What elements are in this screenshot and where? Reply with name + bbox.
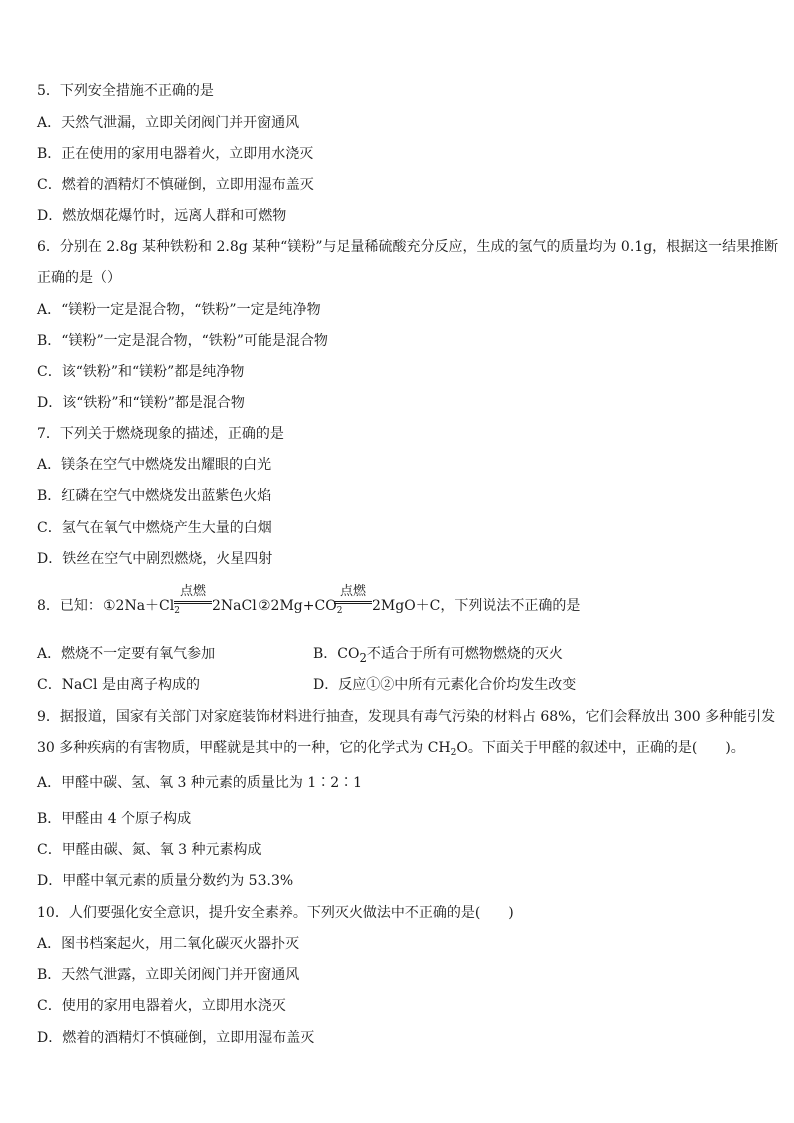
reaction-2-product: 2MgO＋C，下列说法不正确的是	[372, 598, 581, 614]
question-8-option-b: B．$CO_2$不适合于所有可燃物燃烧的灭火	[313, 646, 563, 665]
question-5-option-a: A．天然气泄漏，立即关闭阀门并开窗通风	[37, 115, 300, 131]
question-6-stem-line-2: 正确的是（）	[37, 270, 121, 286]
question-10-option-b: B．天然气泄露，立即关闭阀门并开窗通风	[37, 967, 300, 983]
question-8-stem-tail: ，下列说法不正确的是	[440, 598, 581, 614]
equals-sign	[334, 601, 372, 604]
question-9-option-a: A．甲醛中碳、氢、氧 3 种元素的质量比为 1∶2∶1	[37, 775, 363, 791]
question-10-option-a: A．图书档案起火，用二氧化碳灭火器扑灭	[37, 936, 300, 952]
question-10-option-d: D．燃着的酒精灯不慎碰倒，立即用湿布盖灭	[37, 1030, 315, 1046]
reaction-1-condition: 点燃	[179, 584, 206, 599]
question-6-option-b: B．“镁粉”一定是混合物，“铁粉”可能是混合物	[37, 333, 328, 349]
question-7-option-b: B．红磷在空气中燃烧发出蓝紫色火焰	[37, 488, 272, 504]
question-7-option-d: D．铁丝在空气中剧烈燃烧，火星四射	[37, 551, 273, 567]
reaction-2-arrow	[334, 584, 372, 604]
question-5-stem: 5．下列安全措施不正确的是	[37, 83, 214, 99]
question-6-option-c: C．该“铁粉”和“镁粉”都是纯净物	[37, 364, 245, 380]
question-10-option-c: C．使用的家用电器着火，立即用水浇灭	[37, 998, 286, 1014]
equals-sign	[174, 601, 212, 604]
question-9-option-d: D．甲醛中氧元素的质量分数约为 53.3%	[37, 873, 294, 889]
question-7-option-c: C．氢气在氧气中燃烧产生大量的白烟	[37, 520, 272, 536]
question-8-prefix: 8．已知：	[37, 598, 102, 614]
question-6-option-d: D．该“铁粉”和“镁粉”都是混合物	[37, 395, 245, 411]
reaction-1-reactants: $①2Na+Cl_2$	[103, 598, 180, 616]
question-6-stem-line-1: 6．分别在 2.8g 某种铁粉和 2.8g 某种“镁粉”与足量稀硫酸充分反应，生成的氢气的质量均为 0.1g，根据这一结果推断	[37, 239, 779, 255]
reaction-1-product: 2NaCl	[212, 598, 257, 614]
question-6-option-a: A．“镁粉一定是混合物，“铁粉”一定是纯净物	[37, 302, 321, 318]
question-8-option-d: D．反应①②中所有元素化合价均发生改变	[313, 677, 577, 693]
reaction-1-arrow	[174, 584, 212, 604]
question-5-option-c: C．燃着的酒精灯不慎碰倒，立即用湿布盖灭	[37, 177, 314, 193]
question-9-option-c: C．甲醛由碳、氮、氧 3 种元素构成	[37, 842, 262, 858]
question-7-stem: 7．下列关于燃烧现象的描述，正确的是	[37, 426, 284, 442]
question-5-option-b: B．正在使用的家用电器着火，立即用水浇灭	[37, 146, 314, 162]
question-9-stem-line-1: 9．据报道，国家有关部门对家庭装饰材料进行抽查，发现具有毒气污染的材料占 68%，它们会释放出 300 多种能引发	[37, 709, 776, 725]
question-7-option-a: A．镁条在空气中燃烧发出耀眼的白光	[37, 457, 272, 473]
question-5-option-d: D．燃放烟花爆竹时，远离人群和可燃物	[37, 208, 287, 224]
reaction-2-reactants: $②2Mg+CO_2$	[258, 598, 343, 616]
question-8-option-a: A．燃烧不一定要有氧气参加	[37, 646, 216, 662]
question-9-option-b: B．甲醛由 4 个原子构成	[37, 811, 192, 827]
question-9-stem-line-2: 30 多种疾病的有害物质，甲醛就是其中的一种，它的化学式为 $CH_2O$。下面关于甲醛的叙述中，正确的是( )。	[37, 740, 745, 758]
question-10-stem: 10．人们要强化安全意识，提升安全素养。下列灭火做法中不正确的是( )	[37, 905, 514, 921]
question-8-option-c: C．NaCl 是由离子构成的	[37, 677, 200, 693]
reaction-2-condition: 点燃	[339, 584, 366, 599]
